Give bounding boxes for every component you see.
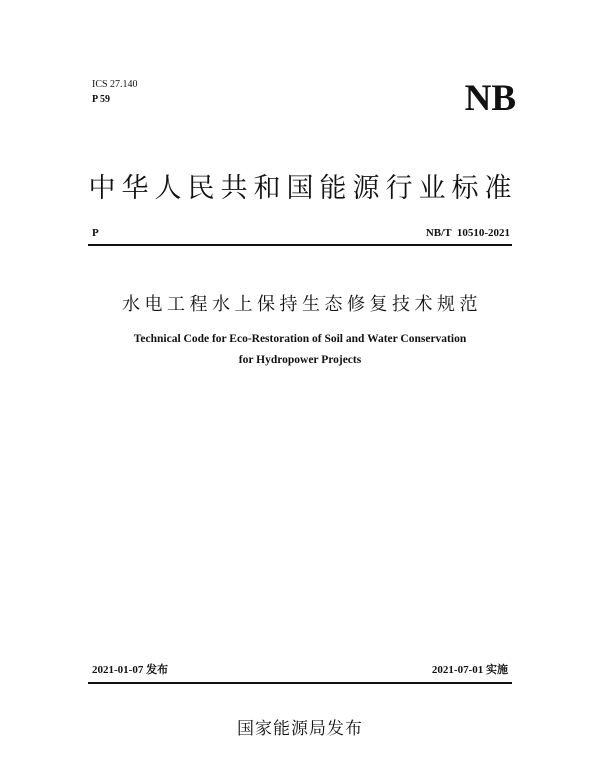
ics-code: ICS 27.140: [92, 79, 138, 90]
issue-date: 2021-01-07 发布: [92, 664, 169, 676]
top-divider: [88, 244, 512, 246]
industry-standard-title: 中华人民共和国能源行业标准: [88, 173, 518, 204]
implementation-date: 2021-07-01 实施: [431, 664, 508, 676]
classification-letter: P: [92, 227, 99, 239]
standard-title-en-line2: for Hydropower Projects: [238, 354, 362, 366]
ccs-code: P 59: [92, 94, 111, 105]
issuing-authority: 国家能源局发布: [237, 719, 363, 739]
bottom-divider: [88, 682, 512, 684]
standard-title-cn: 水电工程水上保持生态修复技术规范: [122, 294, 482, 315]
standard-title-en-line1: Technical Code for Eco-Restoration of Soil and Water Conservation: [133, 333, 467, 345]
standard-number: NB/T 10510-2021: [425, 227, 510, 239]
nb-logo: NB: [464, 78, 516, 119]
